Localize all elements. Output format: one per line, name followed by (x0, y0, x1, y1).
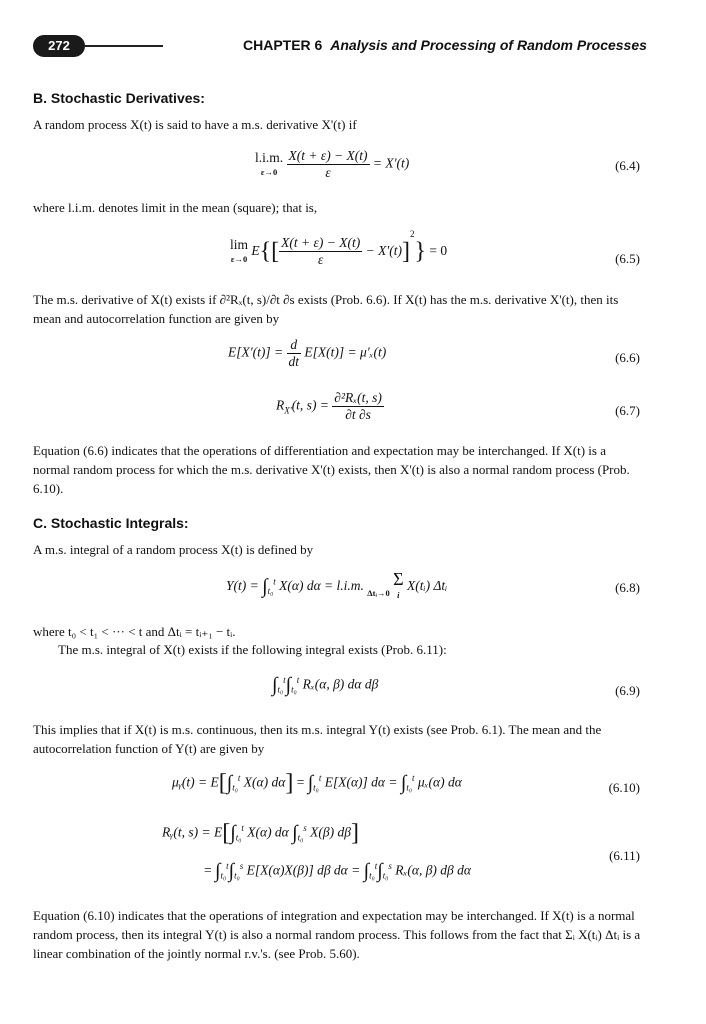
equation-6-7: $R_{X'}(t$, s) = $\frac{\text{∂²Rₓ(t, s)}}{\partial t \partial s}$ (276, 390, 382, 422)
equation-number-6-9: (6.9) (615, 683, 640, 698)
equation-number-6-5: (6.5) (615, 251, 640, 266)
equation-6-10: μᵧ(t) = $E[\int_{t_0}^t$ X(α) $d\alpha] = \int_{t_0}^t$ E[X(α)] $d\alpha = \int_{t_0}^t$ μₓ(α) dα (172, 770, 462, 796)
section-b-heading: B. Stochastic Derivatives: (33, 90, 205, 106)
page-number-badge (33, 35, 85, 57)
chapter-label: CHAPTER 6 (243, 37, 323, 53)
equation-number-6-10: (6.10) (608, 780, 640, 795)
section-c-paragraph-3: Equation (6.10) indicates that the operations of integration and expectation may be interchanged. If X(t) is a normal random process, then its integral Y(t) is also a normal random process. This follows from the fact that Σᵢ X(tᵢ) Δtᵢ is a linear combination of the jointly normal r.v.'s. (see Prob. 5.60). (33, 908, 641, 961)
chapter-title: Analysis and Processing of Random Processes (330, 37, 647, 53)
equation-number-6-7: (6.7) (615, 403, 640, 418)
equation-6-5: lim ε→0 E{[ $\frac{X(t + \varepsilon) - X(t)}{\varepsilon}$ − X'(t)]$^2$} = 0 (230, 229, 448, 268)
equation-6-11-line-1: Rᵧ(t, $s) = E[\int_{t_0}^t$ X(α) dα $\int_{t_0}^s$ X(β) dβ] (162, 820, 359, 846)
header-rule (85, 45, 163, 47)
section-c-paragraph-1: The m.s. integral of X(t) exists if the following integral exists (Prob. 6.11): (58, 642, 447, 657)
equation-number-6-11: (6.11) (609, 848, 640, 863)
equation-number-6-4: (6.4) (615, 158, 640, 173)
section-b-paragraph-1: The m.s. derivative of X(t) exists if ∂²Rₓ(t, s)/∂t ∂s exists (Prob. 6.6). If X(t) has the m.s. derivative X'(t), then its mean and autocorrelation function are given by (33, 292, 619, 326)
section-c-heading: C. Stochastic Integrals: (33, 515, 189, 531)
section-b-intro: A random process X(t) is said to have a m.s. derivative X'(t) if (33, 117, 357, 132)
where-partition-text: where t₀ < t₁ < ··· < t and Δtᵢ = tᵢ₊₁ − tᵢ. (33, 624, 236, 639)
equation-number-6-8: (6.8) (615, 580, 640, 595)
equation-6-6: E[X'(t)] = $\frac{d}{dt}$ E[X(t)] = μ'ₓ(t) (228, 337, 387, 369)
equation-6-11-line-2: = $\int_{t_0}^t\int_{t_0}^s$ E[X(α)X(β)] dβ $d\alpha = \int_{t_0}^t\int_{t_0}^s$ Rₓ(α, β) dβ dα (204, 860, 471, 882)
section-c-paragraph-2: This implies that if X(t) is m.s. continuous, then its m.s. integral Y(t) exists (see Prob. 6.1). The mean and the autocorrelation function of Y(t) are given by (33, 722, 602, 756)
section-b-paragraph-2: Equation (6.6) indicates that the operations of differentiation and expectation may be interchanged. If X(t) is a normal random process for which the m.s. derivative X'(t) exists, then X'(t) is also a normal random process (Prob. 6.10). (33, 443, 630, 496)
running-header (243, 37, 647, 53)
equation-number-6-6: (6.6) (615, 350, 640, 365)
where-lim-text: where l.i.m. denotes limit in the mean (square); that is, (33, 200, 318, 215)
equation-6-8: $Y(t) = \int_{t_0}^t$ X(α) dα = l.i.m. Δtᵢ→0 Σ i X(tᵢ) Δtᵢ (226, 569, 448, 600)
section-c-intro: A m.s. integral of a random process X(t) is defined by (33, 542, 314, 557)
equation-6-4: l.i.m. ε→0 $\frac{X(t + \varepsilon) - X(t)}{\varepsilon}$ = X'(t) (255, 148, 410, 180)
equation-6-9: $\int_{t_0}^t\int_{t_0}^t$ Rₓ(α, β) dα dβ (272, 674, 379, 696)
page-number: 272 (48, 38, 70, 53)
